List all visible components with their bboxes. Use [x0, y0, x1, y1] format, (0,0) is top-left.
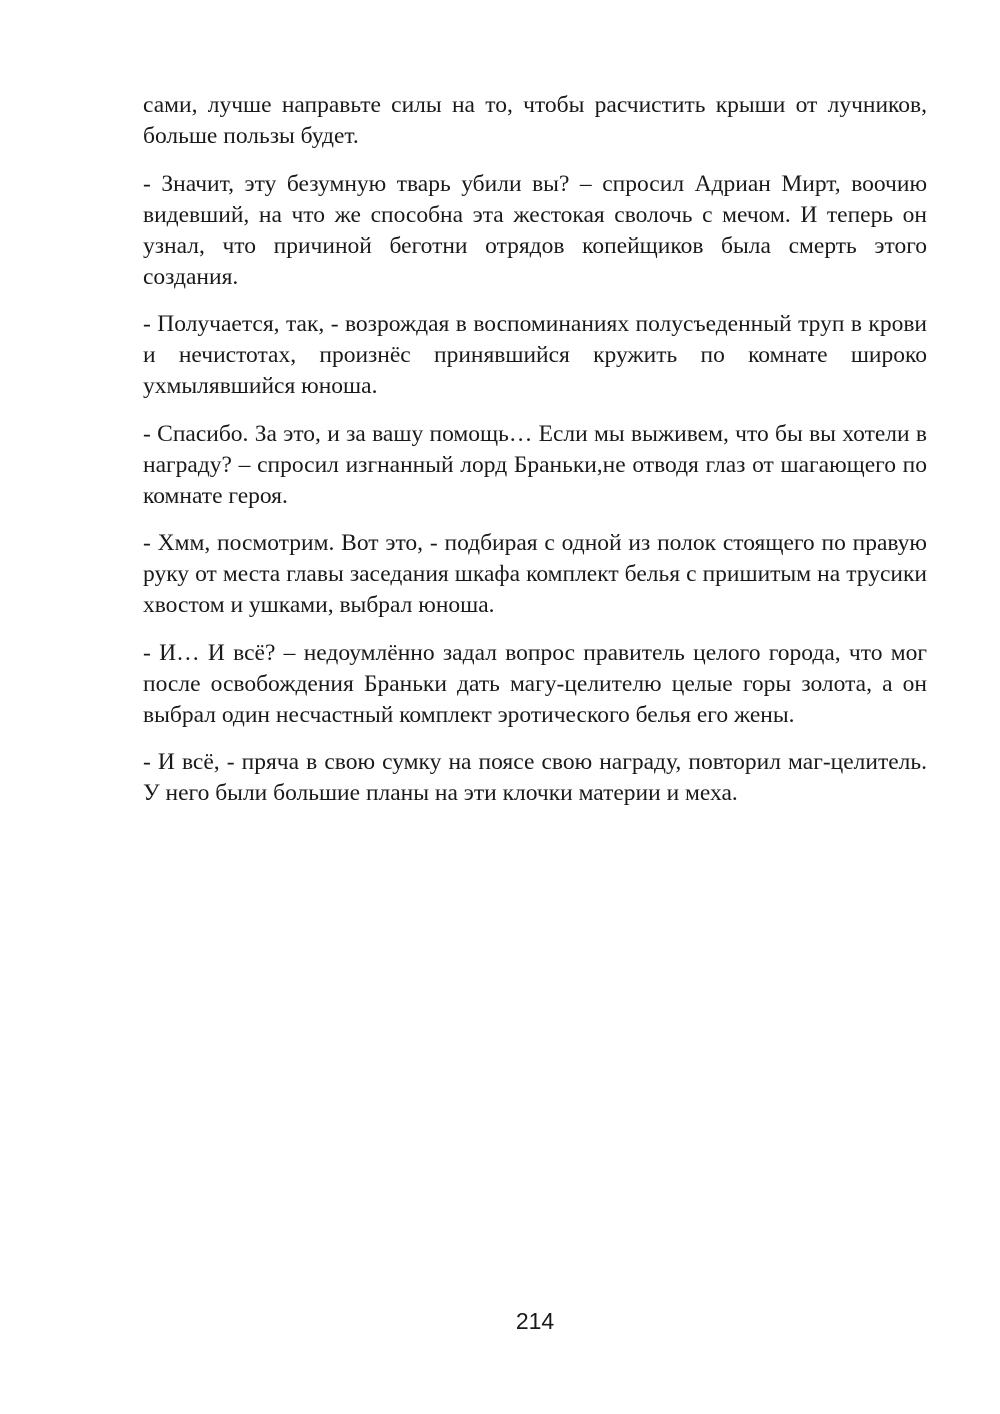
text-block — [143, 90, 927, 809]
page-number: 214 — [515, 1308, 555, 1334]
paragraph: - Спасибо. За это, и за вашу помощь… Если мы выживем, что бы вы хотели в награду? – спросил изгнанный лорд Браньки,не отводя глаз от шагающего по комнате героя. — [143, 420, 927, 509]
paragraph: сами, лучше направьте силы на то, чтобы расчистить крыши от лучников, больше пользы будет. — [143, 92, 927, 149]
paragraph: - Хмм, посмотрим. Вот это, - подбирая с одной из полок стоящего по правую руку от места главы заседания шкафа комплект белья с пришитым на трусики хвостом и ушками, выбрал юноша. — [143, 530, 927, 618]
paragraph: - И всё, - пряча в свою сумку на поясе свою награду, повторил маг-целитель. У него были большие планы на эти клочки материи и меха. — [143, 749, 927, 806]
paragraph: - Получается, так, - возрождая в воспоминаниях полусъеденный труп в крови и нечистотах, произнёс принявшийся кружить по комнате широко ухмылявшийся юноша. — [143, 311, 927, 399]
paragraph: - И… И всё? – недоумлённо задал вопрос правитель целого города, что мог после освобождения Браньки дать магу-целителю целые горы золота, а он выбрал один несчастный комплект эротического белья его жены. — [143, 639, 927, 728]
paragraph: - Значит, эту безумную тварь убили вы? – спросил Адриан Мирт, воочию видевший, на что же способна эта жестокая сволочь с мечом. И теперь он узнал, что причиной беготни отрядов копейщиков была смерть этого создания. — [143, 170, 927, 290]
